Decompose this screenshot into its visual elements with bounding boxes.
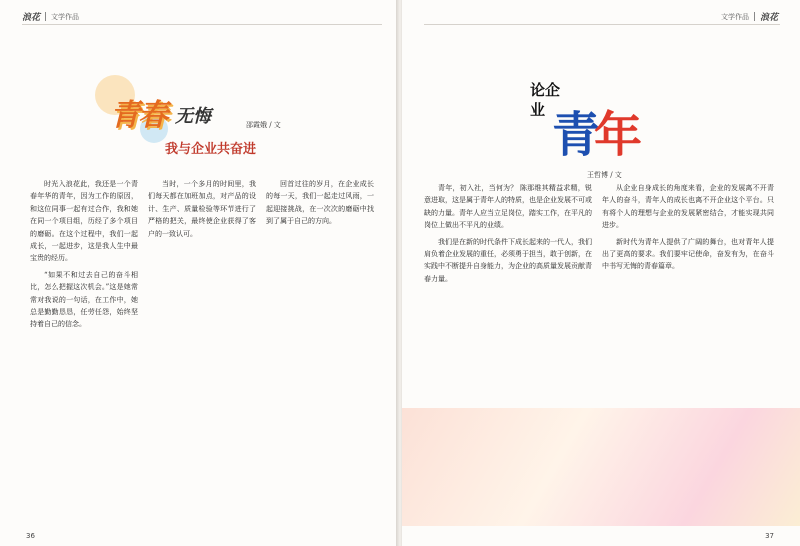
paragraph: 新时代为青年人提供了广阔的舞台，也对青年人提出了更高的要求。我们要牢记使命，奋发有为，在奋斗中书写无悔的青春篇章。	[602, 237, 774, 271]
header-separator	[45, 12, 46, 21]
text-column-1	[30, 178, 138, 331]
paragraph: 青年，初入社，当何为？ 陈那维其精益求精，锐意进取，这是属于青年人的特质，也是企业发展不可或缺的力量。青年人应当立足岗位，踏实工作，在平凡的岗位上做出不平凡的业绩。	[424, 184, 592, 230]
section-label: 文学作品	[51, 12, 80, 21]
header-rule	[424, 24, 780, 25]
article-author: 王哲博 / 文	[587, 171, 622, 179]
paragraph: 回首过往的岁月，在企业成长的每一天，我们一起走过风雨，一起迎接挑战，在一次次的磨砺中找到了属于自己的方向。	[266, 180, 374, 226]
title-art-qingnian	[552, 96, 636, 165]
page-number: 36	[26, 532, 35, 540]
text-column-2	[602, 182, 774, 273]
paragraph: 当时，一个多月的时间里，我们每天都在加班加点，对产品的设计、生产、质量检验等环节进行了严格的把关，最终使企业获得了客户的一致认可。	[148, 180, 256, 238]
article-subtitle: 我与企业共奋进	[165, 142, 257, 157]
paragraph: 从企业自身成长的角度来看，企业的发展离不开青年人的奋斗，青年人的成长也离不开企业这个平台。只有将个人的理想与企业的发展紧密结合，才能实现共同进步。	[602, 184, 774, 230]
title-prefix: 论企业	[530, 81, 561, 119]
left-page	[0, 0, 398, 546]
header-rule	[22, 24, 382, 25]
title-char-blue: 青	[552, 107, 595, 163]
title-art-qingchun: 青春	[110, 98, 166, 133]
left-header	[22, 10, 79, 23]
text-column-1	[424, 182, 592, 285]
text-column-3	[266, 178, 374, 228]
decorative-background-band	[402, 408, 800, 526]
paragraph: 时光入浪花此，我还是一个青春年华的青年，因为工作的原因，和这位同事一起有过合作，我和她在同一个项目组，历经了多个项目的磨砺。在这个过程中，我们一起成长，一起进步，这是我人生中最宝贵的经历。	[30, 180, 138, 263]
right-page	[402, 0, 800, 546]
right-header	[721, 10, 778, 23]
header-separator	[754, 12, 755, 21]
magazine-logo: 浪花	[22, 13, 41, 23]
section-label: 文学作品	[720, 12, 749, 21]
title-art-wuhui: 无悔	[175, 106, 211, 127]
paragraph: 我们是在新的时代条件下成长起来的一代人，我们肩负着企业发展的重任，必须勇于担当，敢于创新，在实践中不断提升自身能力，为企业的高质量发展贡献青春力量。	[424, 237, 592, 283]
title-char-red: 年	[594, 107, 637, 163]
text-column-2	[148, 178, 256, 240]
article-author: 邵霞娥 / 文	[246, 121, 281, 129]
page-number: 37	[765, 532, 774, 540]
magazine-logo: 浪花	[759, 13, 778, 23]
paragraph: “如果不和过去自己的奋斗相比，怎么把握这次机会。”这是她常常对我说的一句话，在工作中，她总是勤勤恳恳，任劳任怨，始终坚持着自己的信念。	[30, 270, 138, 329]
